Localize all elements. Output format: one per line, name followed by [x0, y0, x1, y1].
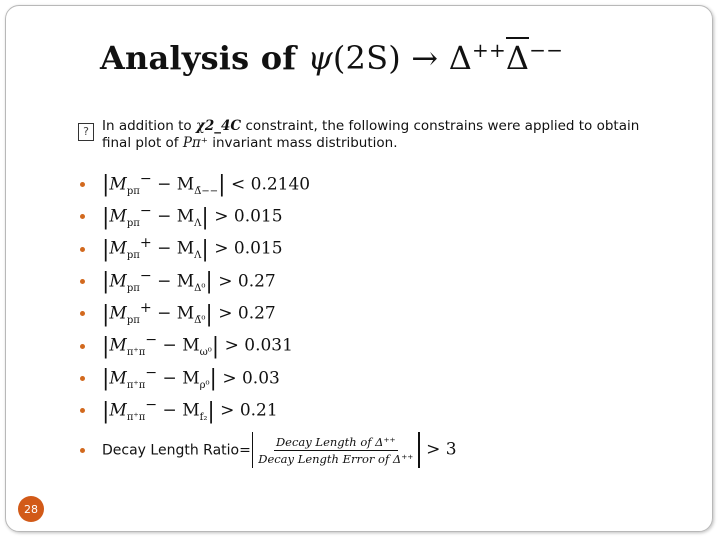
constraint-formula: $|M_{p\pi}^- - M_{\Deltā--}| < 0.2140$ — [102, 170, 311, 198]
ratio-denominator: Decay Length Error of Δ⁺⁺ — [258, 451, 414, 466]
constraint-item — [80, 265, 680, 297]
page-number-badge: 28 — [18, 496, 44, 522]
intro-text-c: invariant mass distribution. — [207, 135, 398, 151]
constraint-item — [80, 297, 680, 329]
title-psi: ψ — [307, 39, 333, 77]
constraint-item — [80, 394, 680, 426]
ratio-formula — [102, 432, 457, 468]
ratio-fraction — [256, 435, 415, 466]
ratio-label: Decay Length Ratio= — [102, 442, 251, 459]
bullet-icon — [80, 214, 85, 219]
intro-ppi: Pπ⁺ — [182, 135, 208, 151]
intro-text — [102, 118, 670, 152]
bullet-icon — [80, 408, 85, 413]
ratio-rhs: > 3 — [426, 439, 457, 460]
title-delta-charge: ++ — [472, 38, 506, 62]
bullet-icon — [80, 344, 85, 349]
bullet-icon — [80, 448, 85, 453]
constraint-formula: $|M_{\pi^+\pi}^- - M_{\omega^0}| > 0.031$ — [102, 332, 293, 359]
constraint-item — [80, 329, 680, 361]
title-prefix: Analysis of — [100, 39, 297, 77]
title-delta: Δ — [448, 39, 472, 77]
constraint-formula: $|M_{p\pi}^+ - M_\Lambda| > 0.015$ — [102, 235, 283, 263]
intro-text-a: In addition to — [102, 118, 196, 134]
constraint-item — [80, 168, 680, 200]
intro-chi: χ2_4C — [196, 118, 242, 134]
constraint-formula: $|M_{p\pi}^- - M_\Lambda| > 0.015$ — [102, 203, 283, 230]
intro-text-b: constraint, the following constrains were applied to obtain final plot of — [102, 118, 640, 151]
bullet-icon — [80, 247, 85, 252]
bullet-icon — [80, 279, 85, 284]
constraint-formula: $|M_{p\pi}^- - M_{\Delta^0}| > 0.27$ — [102, 267, 276, 295]
constraint-formula: $|M_{p\pi}^+ - M_{\Deltā^0}| > 0.27$ — [102, 300, 276, 327]
title-antidelta-charge: −− — [529, 38, 564, 62]
bullet-icon — [80, 376, 85, 381]
title-state: (2S) — [332, 39, 401, 77]
missing-glyph-icon: ? — [78, 123, 94, 141]
constraint-list — [80, 168, 680, 474]
constraint-formula: $|M_{\pi^+\pi}^- - M_{f_2}| > 0.21$ — [102, 396, 278, 424]
bullet-icon — [80, 182, 85, 187]
constraint-formula: $|M_{\pi^+\pi}^- - M_{\rho^0}| > 0.03$ — [102, 364, 280, 392]
title-antidelta: Δ — [505, 39, 530, 77]
ratio-item — [80, 426, 680, 474]
intro-paragraph — [80, 118, 670, 152]
ratio-numerator: Decay Length of Δ⁺⁺ — [275, 434, 396, 449]
constraint-item — [80, 200, 680, 232]
title-formula — [308, 39, 564, 77]
bullet-icon — [80, 311, 85, 316]
constraint-item — [80, 362, 680, 394]
slide-title — [100, 38, 563, 77]
title-arrow: → — [411, 39, 439, 77]
constraint-item — [80, 233, 680, 265]
